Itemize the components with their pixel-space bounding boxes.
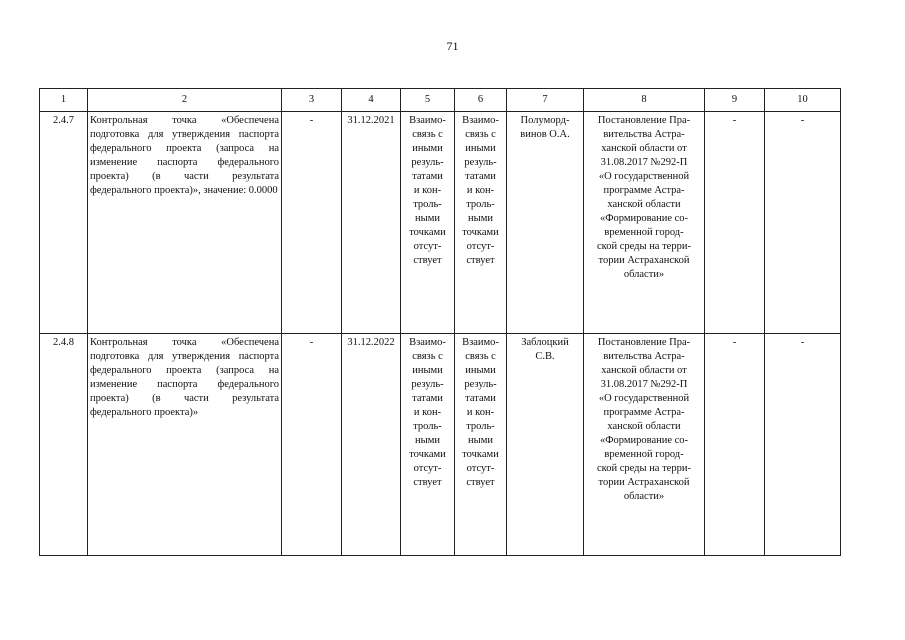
legal-basis: Постановление Пра- вительства Астра- ханской области от 31.08.2017 №292-П «О государственной программе Астра- ханской области «Формирование со- временной город- ской среды на терри- тории Астраханской области» [584, 112, 705, 334]
table-row [40, 334, 841, 556]
responsible-person: Полуморд- винов О.А. [507, 112, 584, 334]
cell-col10: - [765, 112, 841, 334]
header-cell-1: 1 [40, 89, 88, 112]
header-cell-6: 6 [455, 89, 507, 112]
header-cell-8: 8 [584, 89, 705, 112]
relation-col5: Взаимо- связь с иными резуль- татами и кон- троль- ными точками отсут- ствует [401, 334, 455, 556]
deadline-date: 31.12.2021 [342, 112, 401, 334]
cell-col9: - [705, 334, 765, 556]
page-number: 71 [446, 39, 459, 53]
control-points-table [39, 88, 841, 556]
control-point-description: Контрольная точка «Обеспечена подготовка для утверждения паспорта федерального проекта (запроса на изменение паспорта федерального проекта) (в части результата федерального проекта)», значение: 0.0000 [88, 112, 282, 334]
header-cell-2: 2 [88, 89, 282, 112]
row-number: 2.4.7 [40, 112, 88, 334]
relation-col6: Взаимо- связь с иными резуль- татами и кон- троль- ными точками отсут- ствует [455, 334, 507, 556]
responsible-person: Заблоцкий С.В. [507, 334, 584, 556]
header-cell-9: 9 [705, 89, 765, 112]
relation-col6: Взаимо- связь с иными резуль- татами и кон- троль- ными точками отсут- ствует [455, 112, 507, 334]
cell-col3: - [282, 334, 342, 556]
header-cell-5: 5 [401, 89, 455, 112]
header-cell-3: 3 [282, 89, 342, 112]
header-cell-10: 10 [765, 89, 841, 112]
header-cell-4: 4 [342, 89, 401, 112]
header-cell-7: 7 [507, 89, 584, 112]
deadline-date: 31.12.2022 [342, 334, 401, 556]
row-number: 2.4.8 [40, 334, 88, 556]
control-point-description: Контрольная точка «Обеспечена подготовка для утверждения паспорта федерального проекта (запроса на изменение паспорта федерального проекта) (в части результата федерального проекта)» [88, 334, 282, 556]
header-row [40, 89, 841, 112]
cell-col10: - [765, 334, 841, 556]
cell-col9: - [705, 112, 765, 334]
relation-col5: Взаимо- связь с иными резуль- татами и кон- троль- ными точками отсут- ствует [401, 112, 455, 334]
cell-col3: - [282, 112, 342, 334]
table-row [40, 112, 841, 334]
legal-basis: Постановление Пра- вительства Астра- ханской области от 31.08.2017 №292-П «О государственной программе Астра- ханской области «Формирование со- временной город- ской среды на терри- тории Астраханской области» [584, 334, 705, 556]
